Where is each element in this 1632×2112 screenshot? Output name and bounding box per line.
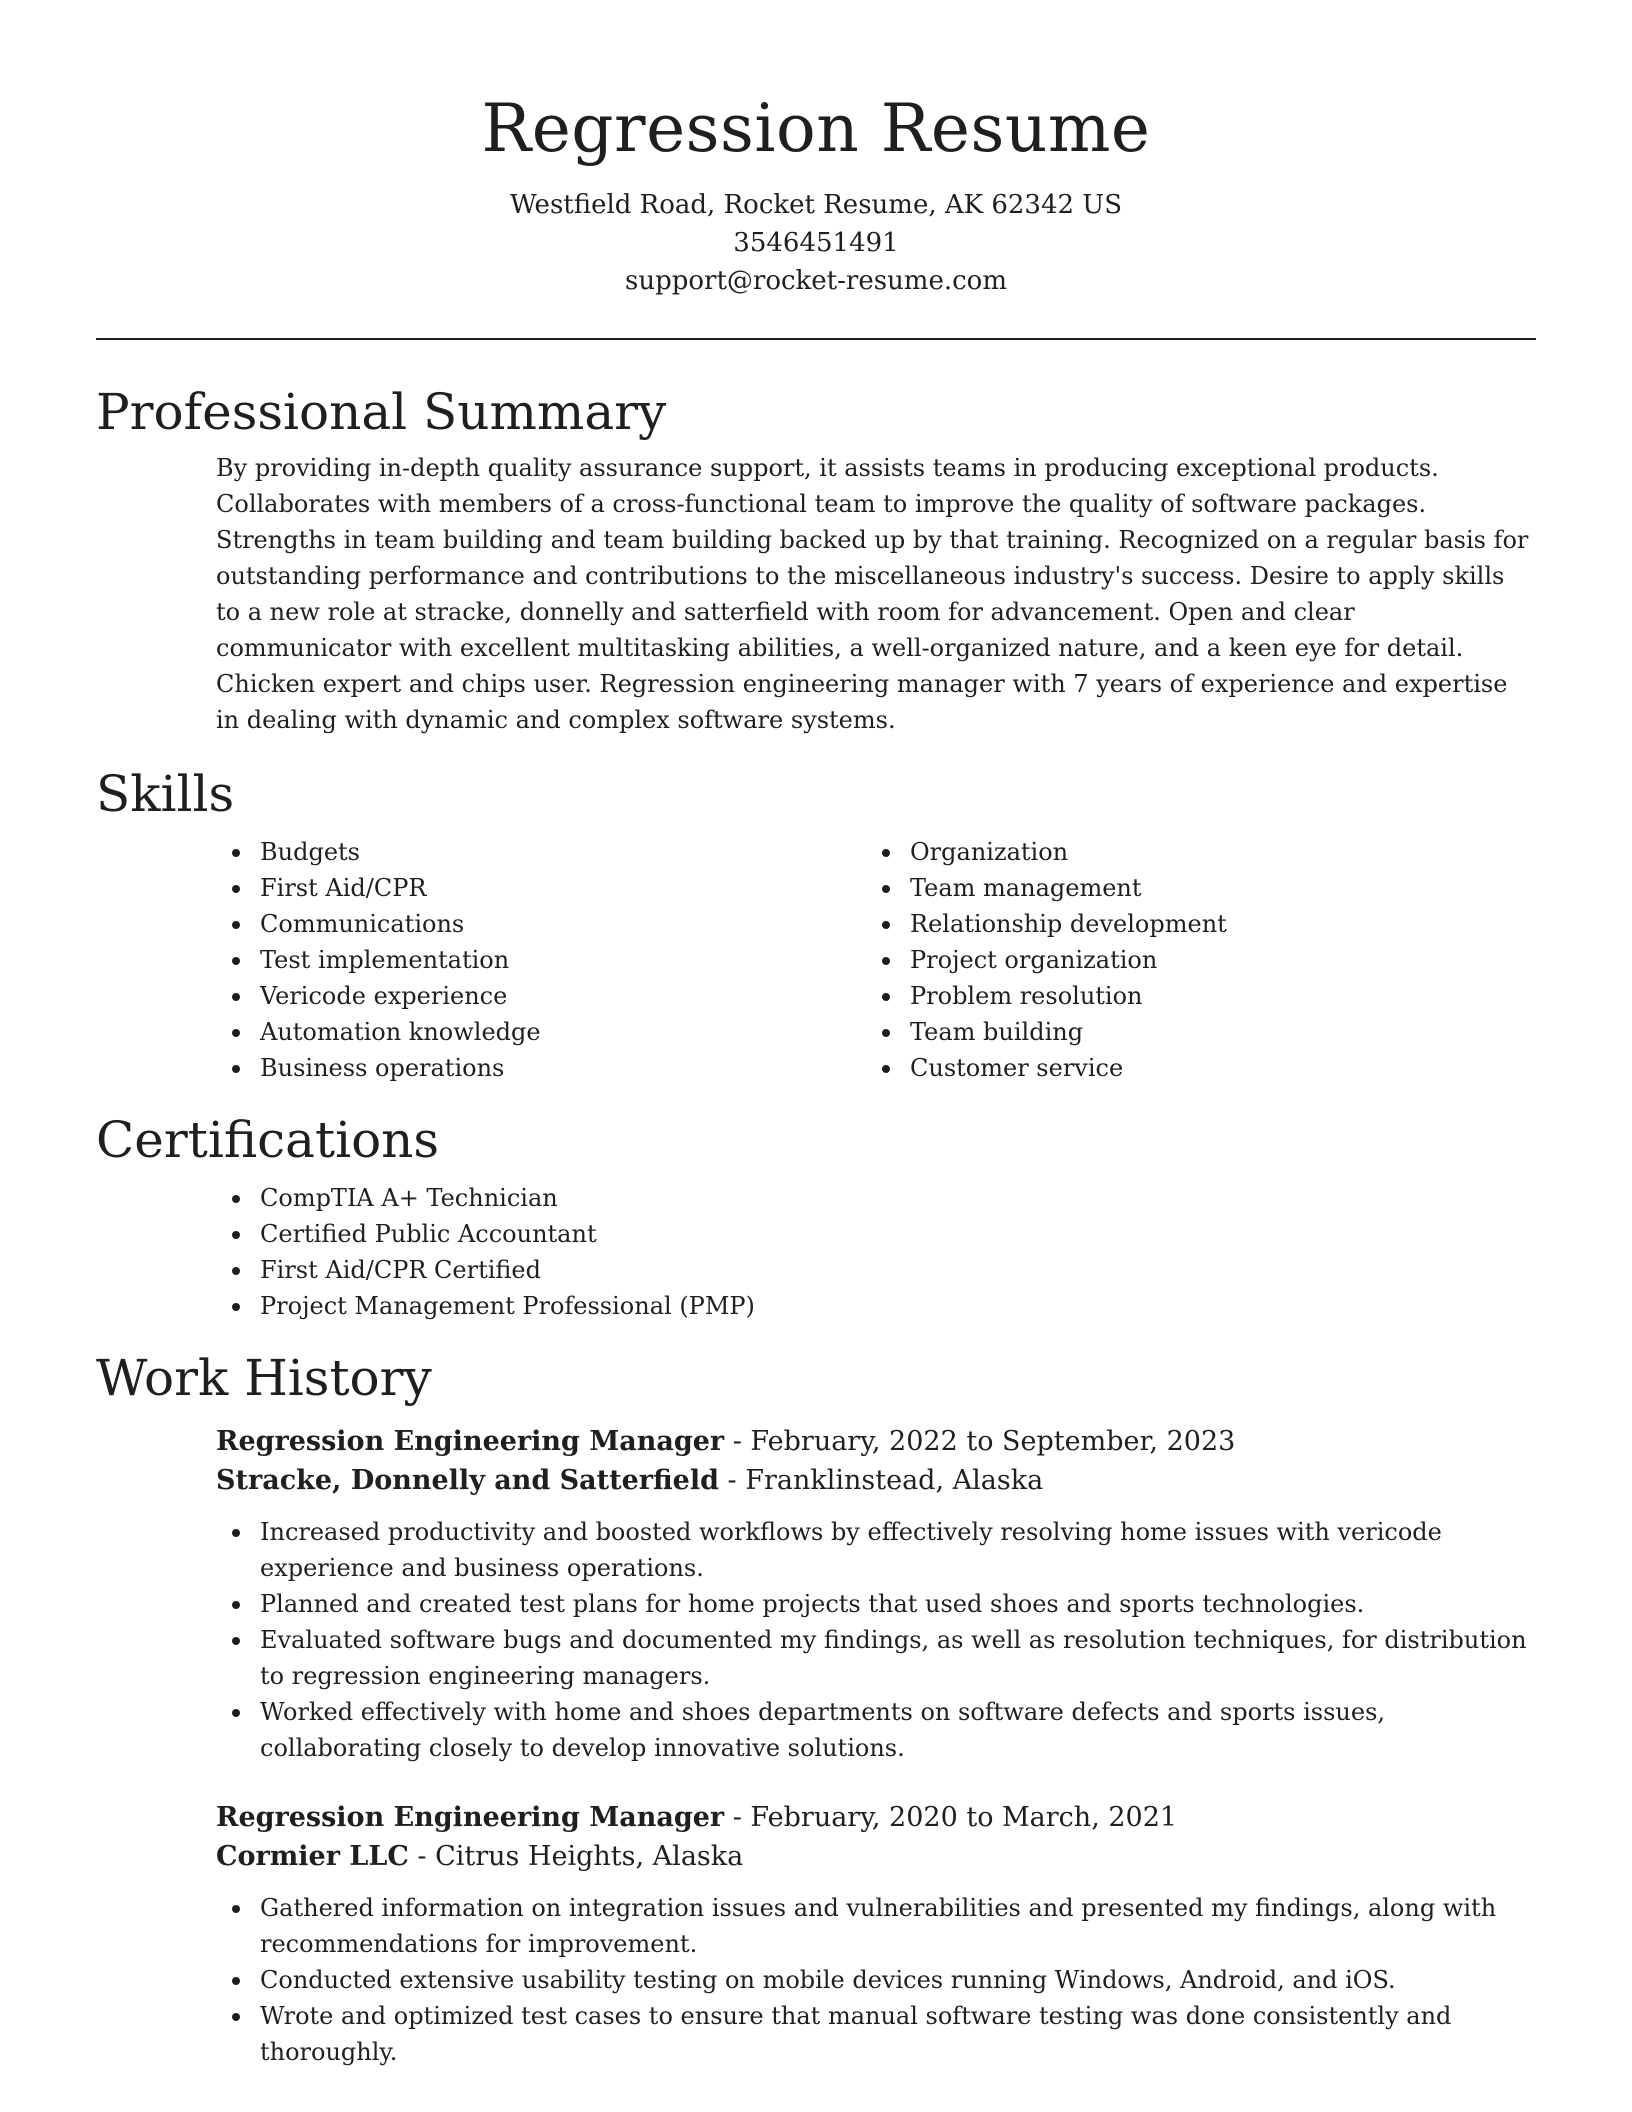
job-company-line <box>96 1461 1536 1500</box>
skill-item: Test implementation <box>260 942 910 978</box>
skill-item: Vericode experience <box>260 978 910 1014</box>
job-bullets <box>96 1890 1536 2070</box>
skill-item: Team building <box>910 1014 1510 1050</box>
certification-item: Project Management Professional (PMP) <box>260 1288 1536 1324</box>
certifications-title: Certifications <box>96 1111 440 1169</box>
summary-title: Professional Summary <box>96 383 667 441</box>
skill-item: Business operations <box>260 1050 910 1086</box>
resume-header <box>96 0 1536 300</box>
job-role: Regression Engineering Manager <box>216 1802 725 1833</box>
job-bullet: Increased productivity and boosted workflows by effectively resolving home issues with vericode experience and business operations. <box>260 1514 1536 1586</box>
job-bullet: Conducted extensive usability testing on mobile devices running Windows, Android, and iOS. <box>260 1962 1536 1998</box>
skill-item: Organization <box>910 834 1510 870</box>
contact-block <box>96 186 1536 300</box>
email-address: support@rocket-resume.com <box>624 266 1007 296</box>
skills-list-right <box>910 834 1510 1086</box>
resume-page <box>96 0 1536 2070</box>
job-bullet: Evaluated software bugs and documented my findings, as well as resolution techniques, for distribution to regression engineering managers. <box>260 1622 1536 1694</box>
job-bullet: Gathered information on integration issues and vulnerabilities and presented my findings, along with recommendations for improvement. <box>260 1890 1536 1962</box>
skills-columns <box>96 834 1536 1086</box>
job-bullet: Wrote and optimized test cases to ensure that manual software testing was done consistently and thoroughly. <box>260 1998 1536 2070</box>
work-history-title: Work History <box>96 1349 432 1407</box>
certification-item: First Aid/CPR Certified <box>260 1252 1536 1288</box>
work-history-section <box>96 1346 1536 2070</box>
job-bullet: Worked effectively with home and shoes departments on software defects and sports issues, collaborating closely to develop innovative solutions. <box>260 1694 1536 1766</box>
job-title-line <box>96 1422 1536 1461</box>
summary-text: By providing in-depth quality assurance support, it assists teams in producing exceptional products. Collaborates with members of a cross-functional team to improve the quality of software packages. Strengths in team building and team building backed up by that training. Recognized on a regular basis for outstanding performance and contributions to the miscellaneous industry's success. Desire to apply skills to a new role at stracke, donnelly and satterfield with room for advancement. Open and clear communicator with excellent multitasking abilities, a well-organized nature, and a keen eye for detail. Chicken expert and chips user. Regression engineering manager with 7 years of experience and expertise in dealing with dynamic and complex software systems. <box>216 454 1529 734</box>
skill-item: Customer service <box>910 1050 1510 1086</box>
certification-item: Certified Public Accountant <box>260 1216 1536 1252</box>
candidate-name: Regression Resume <box>481 90 1151 167</box>
skills-title: Skills <box>96 765 235 823</box>
job-bullets <box>96 1514 1536 1766</box>
skill-item: Project organization <box>910 942 1510 978</box>
skill-item: First Aid/CPR <box>260 870 910 906</box>
skill-item: Budgets <box>260 834 910 870</box>
certifications-list <box>96 1180 1536 1324</box>
skill-item: Automation knowledge <box>260 1014 910 1050</box>
job-bullet: Planned and created test plans for home projects that used shoes and sports technologies. <box>260 1586 1536 1622</box>
skill-item: Relationship development <box>910 906 1510 942</box>
job-location: - Citrus Heights, Alaska <box>408 1841 744 1872</box>
skills-section <box>96 762 1536 1086</box>
address: Westfield Road, Rocket Resume, AK 62342 US <box>509 190 1123 220</box>
job-company: Stracke, Donnelly and Satterfield <box>216 1465 719 1496</box>
skill-item: Communications <box>260 906 910 942</box>
skills-list-left <box>96 834 910 1086</box>
job-entry <box>96 1798 1536 2070</box>
job-company: Cormier LLC <box>216 1841 409 1872</box>
summary-section <box>96 380 1536 738</box>
job-location: - Franklinstead, Alaska <box>718 1465 1044 1496</box>
job-entry <box>96 1422 1536 1766</box>
job-company-line <box>96 1837 1536 1876</box>
skill-item: Problem resolution <box>910 978 1510 1014</box>
header-divider <box>96 338 1536 340</box>
job-role: Regression Engineering Manager <box>216 1426 725 1457</box>
phone-number: 3546451491 <box>733 228 899 258</box>
skill-item: Team management <box>910 870 1510 906</box>
certification-item: CompTIA A+ Technician <box>260 1180 1536 1216</box>
job-dates: - February, 2022 to September, 2023 <box>724 1426 1236 1457</box>
job-title-line <box>96 1798 1536 1837</box>
certifications-section <box>96 1108 1536 1324</box>
job-dates: - February, 2020 to March, 2021 <box>724 1802 1178 1833</box>
